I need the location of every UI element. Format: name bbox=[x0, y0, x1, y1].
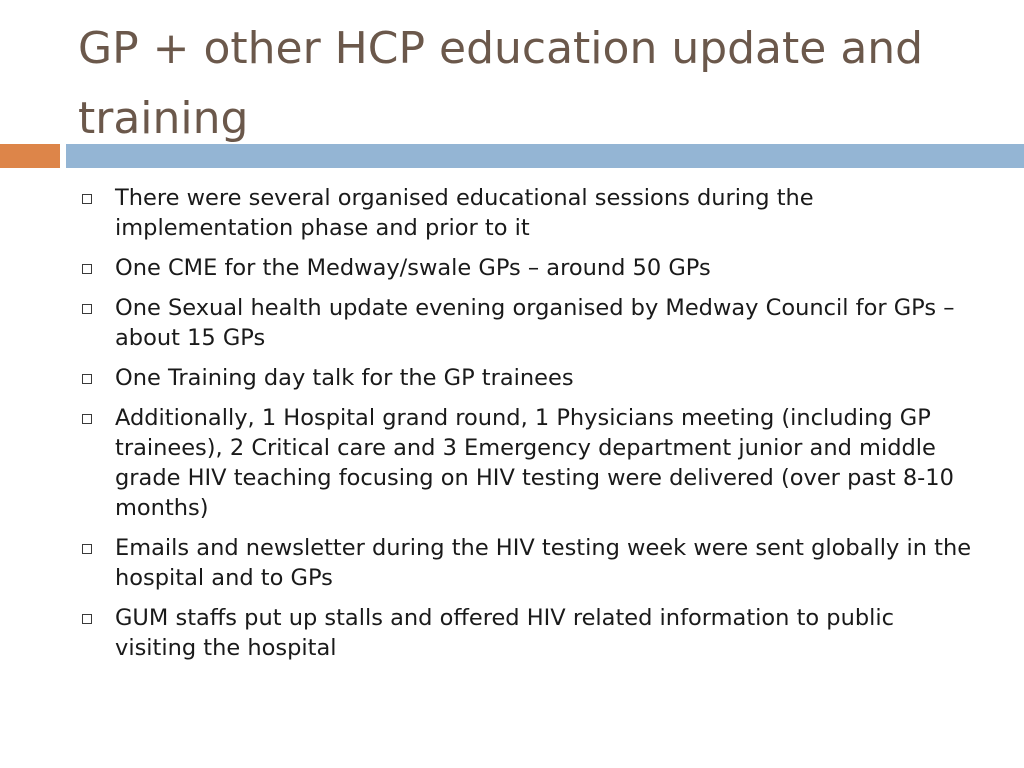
bullet-item bbox=[82, 603, 982, 663]
square-bullet-icon bbox=[82, 304, 92, 314]
slide-title: GP + other HCP education update and training bbox=[78, 23, 924, 144]
bullet-text: There were several organised educational sessions during the implementation phase and prior to it bbox=[115, 185, 814, 241]
square-bullet-icon bbox=[82, 614, 92, 624]
bullet-text: Additionally, 1 Hospital grand round, 1 Physicians meeting (including GP trainees), 2 Critical care and 3 Emergency department junior and middle grade HIV teaching focusing on HIV testing were delivered (over past 8-10 months) bbox=[115, 405, 954, 521]
title-rule-orange bbox=[0, 144, 60, 168]
square-bullet-icon bbox=[82, 264, 92, 274]
square-bullet-icon bbox=[82, 544, 92, 554]
bullet-text: GUM staffs put up stalls and offered HIV related information to public visiting the hospital bbox=[115, 605, 895, 661]
bullet-text: One CME for the Medway/swale GPs – around 50 GPs bbox=[115, 255, 711, 281]
square-bullet-icon bbox=[82, 194, 92, 204]
bullet-item bbox=[82, 533, 982, 593]
bullet-text: One Sexual health update evening organised by Medway Council for GPs – about 15 GPs bbox=[115, 295, 955, 351]
bullet-item bbox=[82, 403, 982, 523]
bullet-item bbox=[82, 183, 982, 243]
bullet-text: One Training day talk for the GP trainees bbox=[115, 365, 574, 391]
title-rule-blue bbox=[66, 144, 1024, 168]
bullet-item bbox=[82, 363, 982, 393]
bullet-text: Emails and newsletter during the HIV testing week were sent globally in the hospital and to GPs bbox=[115, 535, 972, 591]
bullet-item bbox=[82, 253, 982, 283]
square-bullet-icon bbox=[82, 374, 92, 384]
bullet-list bbox=[82, 183, 982, 673]
square-bullet-icon bbox=[82, 414, 92, 424]
bullet-item bbox=[82, 293, 982, 353]
